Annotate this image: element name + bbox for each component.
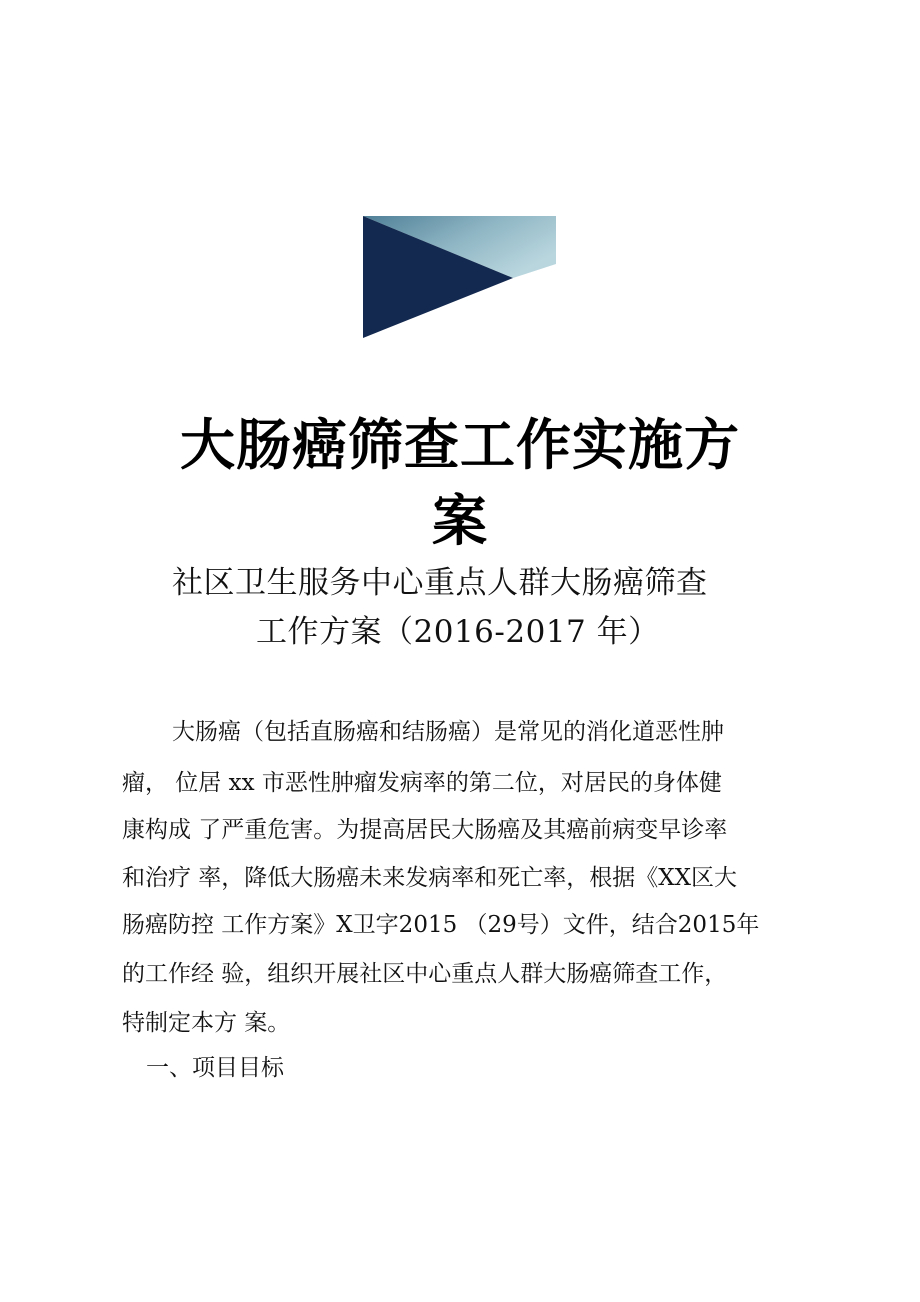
- paragraph-line: 康构成 了严重危害。为提高居民大肠癌及其癌前病变早诊率: [122, 817, 728, 843]
- document-subtitle-line-2: 工作方案（2016-2017 年）: [256, 614, 660, 650]
- paragraph-line: 肠癌防控 工作方案》X卫字2015 （29号）文件，结合2015年: [122, 912, 760, 938]
- paragraph-line: 特制定本方 案。: [122, 1010, 291, 1036]
- paragraph-line: 的工作经 验，组织开展社区中心重点人群大肠癌筛查工作，: [122, 961, 728, 987]
- document-title-line-1: 大肠癌筛查工作实施方: [179, 413, 740, 477]
- paragraph-line: 大肠癌（包括直肠癌和结肠癌）是常见的消化道恶性肿: [172, 719, 724, 745]
- paragraph-line: 和治疗 率，降低大肠癌未来发病率和死亡率，根据《XX区大: [122, 865, 738, 891]
- document-subtitle-line-1: 社区卫生服务中心重点人群大肠癌筛查: [172, 565, 708, 601]
- document-title-line-2: 案: [431, 489, 488, 553]
- section-heading: 一、项目目标: [146, 1055, 284, 1081]
- paragraph-line: 瘤， 位居 xx 市恶性肿瘤发病率的第二位，对居民的身体健: [122, 770, 722, 796]
- triangle-logo-icon: [363, 216, 556, 338]
